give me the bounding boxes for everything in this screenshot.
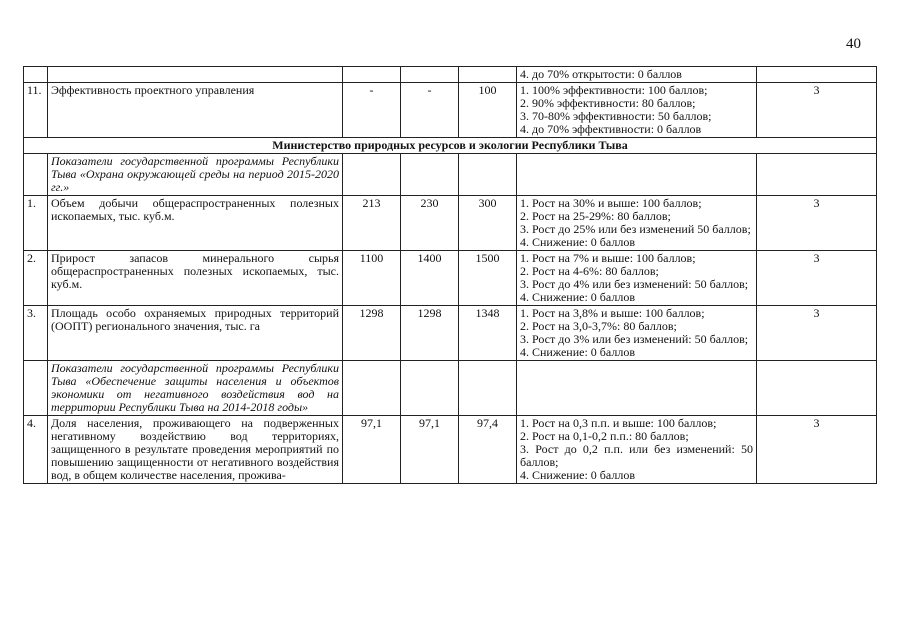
- empty-cell: [343, 361, 401, 416]
- criteria-line: 1. Рост на 3,8% и выше: 100 баллов;: [520, 306, 705, 320]
- value-v3: 1500: [459, 251, 517, 306]
- empty-cell: [517, 361, 757, 416]
- score-cell: 3: [757, 306, 877, 361]
- value-v2: [401, 67, 459, 83]
- criteria-cell: [517, 306, 757, 361]
- program-title: Показатели государственной программы Республики Тыва «Обеспечение защиты населения и объектов экономики от негативного воздействия вод на территории Республики Тыва на 2014-2018 годы»: [48, 361, 343, 416]
- criteria-line: 3. Рост до 0,2 п.п. или без изменений: 50 баллов;: [520, 442, 753, 469]
- table-row: [24, 361, 877, 416]
- criteria-line: 1. Рост на 7% и выше: 100 баллов;: [520, 251, 696, 265]
- criteria-line: 4. Снижение: 0 баллов: [520, 290, 635, 304]
- criteria-line: 4. Снижение: 0 баллов: [520, 345, 635, 359]
- table-row: [24, 196, 877, 251]
- criteria-line: 2. Рост на 4-6%: 80 баллов;: [520, 264, 659, 278]
- indicator-name: Площадь особо охраняемых природных территорий (ООПТ) регионального значения, тыс. га: [48, 306, 343, 361]
- empty-cell: [459, 361, 517, 416]
- value-v3: 100: [459, 83, 517, 138]
- indicators-table: [23, 66, 877, 484]
- value-v3: [459, 67, 517, 83]
- score-cell: 3: [757, 83, 877, 138]
- indicator-name: Прирост запасов минерального сырья общераспространенных полезных ископаемых, тыс. куб.м.: [48, 251, 343, 306]
- value-v1: [343, 67, 401, 83]
- indicator-name: Объем добычи общераспространенных полезных ископаемых, тыс. куб.м.: [48, 196, 343, 251]
- criteria-line: 2. Рост на 0,1-0,2 п.п.: 80 баллов;: [520, 429, 689, 443]
- table-row: [24, 154, 877, 196]
- criteria-line: 1. Рост на 30% и выше: 100 баллов;: [520, 196, 702, 210]
- criteria-cell: [517, 251, 757, 306]
- item-number: 1.: [24, 196, 48, 251]
- table-row: [24, 83, 877, 138]
- value-v1: 213: [343, 196, 401, 251]
- criteria-line: 3. Рост до 4% или без изменений: 50 баллов;: [520, 277, 749, 291]
- num-cell: [24, 154, 48, 196]
- empty-cell: [517, 154, 757, 196]
- item-number: 3.: [24, 306, 48, 361]
- empty-cell: [401, 154, 459, 196]
- indicator-name: [48, 67, 343, 83]
- empty-cell: [757, 154, 877, 196]
- section-title: Министерство природных ресурсов и экологии Республики Тыва: [24, 138, 877, 154]
- value-v3: 1348: [459, 306, 517, 361]
- value-v2: 1400: [401, 251, 459, 306]
- criteria-line: 4. до 70% открытости: 0 баллов: [520, 67, 682, 81]
- item-number: [24, 67, 48, 83]
- value-v3: 97,4: [459, 416, 517, 484]
- table-row: [24, 251, 877, 306]
- item-number: 4.: [24, 416, 48, 484]
- item-number: 2.: [24, 251, 48, 306]
- program-title: Показатели государственной программы Республики Тыва «Охрана окружающей среды на период 2015-2020 гг.»: [48, 154, 343, 196]
- criteria-line: 2. Рост на 25-29%: 80 баллов;: [520, 209, 671, 223]
- indicator-name: Эффективность проектного управления: [48, 83, 343, 138]
- value-v3: 300: [459, 196, 517, 251]
- criteria-line: 4. Снижение: 0 баллов: [520, 468, 635, 482]
- page-number: 40: [846, 36, 861, 52]
- score-cell: [757, 67, 877, 83]
- table-row: [24, 306, 877, 361]
- empty-cell: [343, 154, 401, 196]
- criteria-line: 2. Рост на 3,0-3,7%: 80 баллов;: [520, 319, 677, 333]
- table-row: [24, 416, 877, 484]
- item-number: 11.: [24, 83, 48, 138]
- criteria-line: 3. 70-80% эффективности: 50 баллов;: [520, 109, 712, 123]
- value-v2: -: [401, 83, 459, 138]
- criteria-line: 3. Рост до 3% или без изменений: 50 баллов;: [520, 332, 749, 346]
- criteria-line: 4. Снижение: 0 баллов: [520, 235, 635, 249]
- criteria-line: 1. 100% эффективности: 100 баллов;: [520, 83, 708, 97]
- value-v2: 97,1: [401, 416, 459, 484]
- value-v1: 1298: [343, 306, 401, 361]
- indicator-name: Доля населения, проживающего на подверженных негативному воздействию вод территориях, защищенного в результате проведения мероприятий по повышению защищенности от негативного воздействия вод, в общем количестве населения, прожива-: [48, 416, 343, 484]
- empty-cell: [401, 361, 459, 416]
- empty-cell: [459, 154, 517, 196]
- criteria-line: 3. Рост до 25% или без изменений 50 баллов;: [520, 222, 751, 236]
- score-cell: 3: [757, 251, 877, 306]
- criteria-cell: [517, 67, 757, 83]
- table-body: [24, 67, 877, 484]
- criteria-line: 1. Рост на 0,3 п.п. и выше: 100 баллов;: [520, 416, 717, 430]
- criteria-cell: [517, 416, 757, 484]
- criteria-line: 4. до 70% эффективности: 0 баллов: [520, 122, 702, 136]
- criteria-cell: [517, 83, 757, 138]
- score-cell: 3: [757, 416, 877, 484]
- table-row: [24, 67, 877, 83]
- criteria-cell: [517, 196, 757, 251]
- score-cell: 3: [757, 196, 877, 251]
- value-v2: 230: [401, 196, 459, 251]
- table-row: [24, 138, 877, 154]
- num-cell: [24, 361, 48, 416]
- value-v1: 97,1: [343, 416, 401, 484]
- empty-cell: [757, 361, 877, 416]
- value-v1: -: [343, 83, 401, 138]
- criteria-line: 2. 90% эффективности: 80 баллов;: [520, 96, 696, 110]
- value-v1: 1100: [343, 251, 401, 306]
- value-v2: 1298: [401, 306, 459, 361]
